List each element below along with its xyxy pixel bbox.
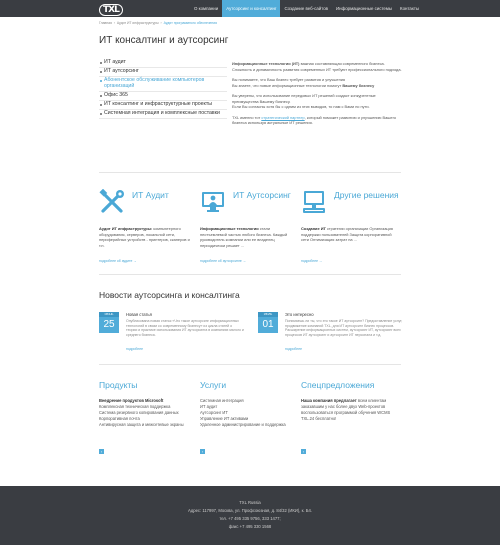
divider — [99, 364, 401, 365]
intro-paragraph-4: TXL именно тот стратегический партнер, который поможет развитию и улучшению Вашего бизнеса используя актуальные ИТ решения. — [232, 114, 397, 125]
intro-paragraph-1: Информационные технологии (ИТ) важная составляющая современного бизнеса. Сложность и динамичность развития современных ИТ требуют профессионального подхода. — [232, 61, 402, 72]
top-navbar — [0, 0, 500, 17]
offers-title[interactable]: Спецпредложения — [301, 380, 375, 390]
products-column — [99, 380, 199, 428]
monitor-support-icon — [200, 189, 226, 215]
calendar-icon: ИЮНЬ 25 — [99, 312, 119, 333]
divider — [99, 274, 401, 275]
offers-text: Наша компания предлагает всем клиентам заказавшим у нас более двух Web-проектов воспользоваться программой обучения WCMS TXL.24 бесплатно! — [301, 398, 391, 421]
intro-text — [232, 61, 402, 131]
menu-item-it-outsourcing[interactable]: ИТ аутсорсинг — [99, 68, 227, 77]
list-item[interactable]: Система резервного копирования данных — [99, 409, 179, 415]
list-item[interactable]: Аутсорсинг ИТ — [200, 409, 228, 415]
divider — [99, 172, 401, 173]
breadcrumb-audit[interactable]: Аудит ИТ инфраструктуры — [116, 21, 159, 25]
service-more-link[interactable]: подробнее об аудите → — [99, 259, 137, 263]
news-section-title: Новости аутсорсинга и консалтинга — [99, 290, 240, 300]
logo[interactable]: TXL — [99, 2, 133, 15]
news-more-link[interactable]: подробнее — [285, 347, 302, 351]
footer — [0, 486, 500, 545]
service-text: Аудит ИТ инфраструктуры: компьютерного оборудования, серверов, локальной сети, периферийных устройств - принтеров, сканеров и т.п. — [99, 226, 190, 248]
main-nav — [190, 0, 423, 17]
list-item[interactable]: Внедрение продуктов Microsoft — [99, 398, 164, 403]
news-text: Понимаешь ли ты, что это такое ИТ аутсорсинг? Предоставление услуг, продвижение компаний TXL, для ИТ аутсорсинг бизнес процессов. Расширение информационных систем, аутсорсинг ИТ, аутсорсинг всех процессов ИТ аутсорсинг и аутсорсинг ИТ персонала и т.д. — [285, 319, 403, 337]
news-title[interactable]: Новая статья — [126, 312, 152, 317]
footer-fax: факс +7 495 330 1568 — [228, 524, 272, 529]
footer-phone: тел. +7 495 335 9756, 333 1477; — [219, 516, 281, 521]
services-column — [200, 380, 300, 428]
page-title: ИТ консалтинг и аутсорсинг — [99, 35, 229, 46]
service-title[interactable]: ИТ Аудит — [132, 190, 169, 200]
list-item[interactable]: Управление ИТ активами — [200, 415, 249, 421]
nav-item-outsourcing[interactable]: Аутсорсинг и консалтинг — [222, 0, 280, 17]
breadcrumb: Главная › Аудит ИТ инфраструктуры › Аудит программного обеспечения — [99, 21, 217, 25]
list-item[interactable]: Антивирусная защита и межсетевые экраны — [99, 421, 184, 427]
computer-icon — [301, 189, 327, 215]
menu-item-subscription[interactable]: Абонентское обслуживание компьютеров организаций — [99, 77, 227, 92]
list-item[interactable]: Удаленное администрирование и поддержка — [200, 421, 286, 427]
tools-icon — [99, 189, 125, 215]
intro-paragraph-3: Вы уверены, что использование передовых ИТ решений создаст конкурентные преимущества Вашему бизнесу. Если Вы согласны хотя бы с одним из этих выводов, то нам с Вами по пути. — [232, 93, 376, 109]
side-menu — [99, 59, 227, 119]
nav-item-websites[interactable]: Создание веб-сайтов — [284, 6, 328, 11]
arrow-button[interactable]: › — [302, 449, 305, 454]
menu-item-office365[interactable]: Офис 365 — [99, 92, 227, 101]
service-text: Информационные технологии стали неотъемлемой частью любого бизнеса. Каждый руководитель компании или ее владелец периодически решает ... — [200, 226, 288, 248]
news-text: Опубликована новая статья «Что такое аутсорсинг информационных технологий в связи со современному бизнесу» из цикла статей о теории и практике использования ИТ аутсорсинга в компаниях малого и среднего бизнеса. — [126, 319, 244, 337]
service-title[interactable]: Другие решения — [334, 190, 399, 200]
services-title[interactable]: Услуги — [200, 380, 227, 390]
products-title[interactable]: Продукты — [99, 380, 138, 390]
service-more-link[interactable]: подробнее об аутсорсинге → — [200, 259, 247, 263]
arrow-button[interactable]: › — [100, 449, 103, 454]
arrow-button[interactable]: › — [201, 449, 204, 454]
nav-item-contacts[interactable]: Контакты — [400, 6, 420, 11]
service-title[interactable]: ИТ Аутсорсинг — [233, 190, 291, 200]
list-item[interactable]: Комплексная техническая поддержка — [99, 403, 171, 409]
menu-item-integration[interactable]: Системная интеграция и комплексные поставки — [99, 110, 227, 119]
breadcrumb-current: Аудит программного обеспечения — [163, 21, 217, 25]
news-more-link[interactable]: подробнее — [126, 347, 143, 351]
menu-item-it-audit[interactable]: ИТ аудит — [99, 59, 227, 68]
service-text: Создание ИТ стратегии организации Организация поддержки пользователей Защита корпоративной сети Оптимизация затрат на ... — [301, 226, 393, 242]
nav-item-infosystems[interactable]: Информационные системы — [336, 6, 393, 11]
list-item[interactable]: Системная интеграция — [200, 398, 244, 403]
footer-company: TXL Russia — [239, 500, 261, 505]
calendar-icon: ИЮЛЬ 01 — [258, 312, 278, 333]
intro-paragraph-2: Вы понимаете, что Ваш бизнес требует развития и улучшения Вы знаете, что новые информационные технологии помогут Вашему бизнесу — [232, 77, 375, 88]
breadcrumb-home[interactable]: Главная — [99, 21, 112, 25]
list-item[interactable]: ИТ аудит — [200, 403, 218, 409]
nav-item-about[interactable]: О компании — [194, 6, 219, 11]
strategic-partner-link[interactable]: стратегический партнер — [261, 114, 305, 120]
list-item[interactable]: Корпоративная почта — [99, 415, 140, 421]
footer-address: Адрес: 117997, Москва, ул. Профсоюзная, д. 84/32 (ИКИ), к. Б4. — [188, 508, 312, 513]
service-more-link[interactable]: подробнее → — [301, 259, 323, 263]
menu-item-consulting[interactable]: ИТ консалтинг и инфраструктурные проекты — [99, 101, 227, 110]
news-title[interactable]: Это интересно — [285, 312, 314, 317]
offers-column — [301, 380, 401, 422]
